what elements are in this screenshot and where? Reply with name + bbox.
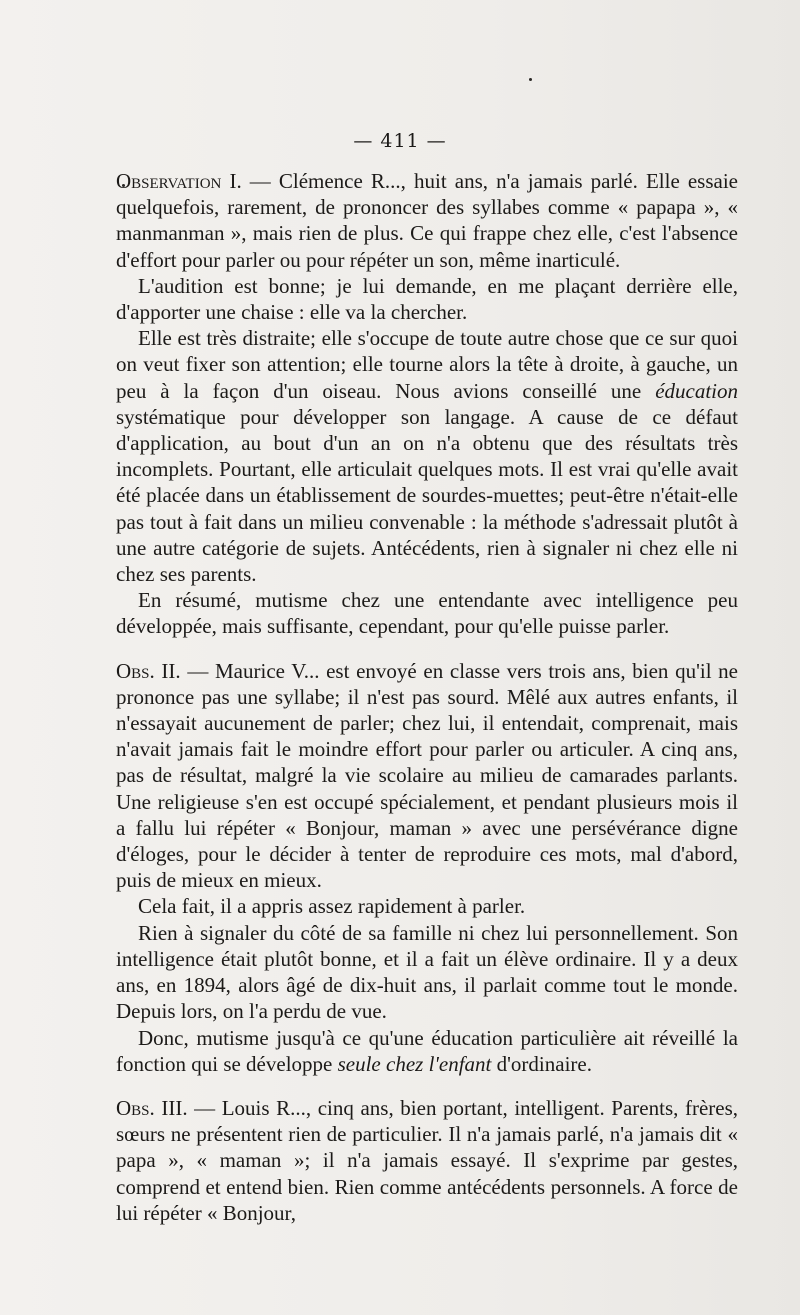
page-body bbox=[116, 168, 738, 1226]
obs2-paragraph-2: Cela fait, il a appris assez rapidement à parler. bbox=[138, 894, 526, 919]
obs1-paragraph-1: Observation I. — Clémence R..., huit ans, n'a jamais parlé. Elle essaie quelquefois, rarement, de prononcer des syllabes comme « papapa », « manmanman », mais rien de plus. Ce qui frappe chez elle, c'est l'absence d'effort pour parler ou pour répéter un son, même inarticulé. bbox=[116, 169, 738, 272]
obs2-paragraph-4: Donc, mutisme jusqu'à ce qu'une éducation particulière ait réveillé la fonction qui se développe seule chez l'enfant d'ordinaire. bbox=[116, 1025, 738, 1076]
obs2-paragraph-3: Rien à signaler du côté de sa famille ni chez lui personnellement. Son intelligence était plutôt bonne, et il a fait un élève ordinaire. Il y a deux ans, en 1894, alors âgé de dix-huit ans, il parlait comme tout le monde. Depuis lors, on l'a perdu de vue. bbox=[116, 920, 738, 1024]
page-number: — 411 — bbox=[353, 130, 447, 152]
emphasis-seule: seule chez l'enfant bbox=[337, 1051, 492, 1076]
obs1-paragraph-2: L'audition est bonne; je lui demande, en me plaçant derrière elle, d'apporter une chaise : elle va la chercher. bbox=[116, 273, 738, 325]
obs3-label: Obs. III. bbox=[116, 1095, 188, 1120]
emphasis-education: éducation bbox=[655, 378, 738, 403]
obs1-label: Observation I. bbox=[116, 169, 242, 193]
obs2-label: Obs. II. bbox=[116, 658, 181, 683]
obs2-paragraph-1: Obs. II. — Maurice V... est envoyé en classe vers trois ans, bien qu'il ne prononce pas une syllabe; il n'est pas sourd. Mêlé aux autres enfants, il n'essayait aucunement de parler; chez lui, il entendait, comprenait, mais n'avait jamais fait le moindre effort pour parler ou articuler. A cinq ans, pas de résultat, malgré la vie scolaire au milieu de camarades parlants. Une religieuse s'en est occupé spécialement, et pendant plusieurs mois il a fallu lui répéter « Bonjour, maman » avec une persévérance digne d'éloges, pour le décider à tenter de reproduire ces mots, mal d'abord, puis de mieux en mieux. bbox=[116, 658, 739, 893]
print-speck bbox=[529, 78, 532, 81]
obs1-paragraph-3: Elle est très distraite; elle s'occupe de toute autre chose que ce sur quoi on veut fixer son attention; elle tourne alors la tête à droite, à gauche, un peu à la façon d'un oiseau. Nous avions conseillé une éducation systématique pour développer son langage. A cause de ce défaut d'application, au bout d'un an on n'a obtenu que des résultats très incomplets. Pourtant, elle articulait quelques mots. Il est vrai qu'elle avait été placée dans un établissement de sourdes-muettes; peut-être n'était-elle pas tout à fait dans un milieu convenable : la méthode s'adressait plutôt à une autre catégorie de sujets. Antécédents, rien à signaler ni chez elle ni chez ses parents. bbox=[116, 326, 738, 587]
obs3-paragraph-1: Obs. III. — Louis R..., cinq ans, bien portant, intelligent. Parents, frères, sœurs ne présentent rien de particulier. Il n'a jamais parlé, n'a jamais dit « papa », « maman »; il n'a jamais essayé. Il s'exprime par gestes, comprend et entend bien. Rien comme antécédents personnels. A force de lui répéter « Bonjour, bbox=[116, 1095, 738, 1225]
obs1-paragraph-4: En résumé, mutisme chez une entendante avec intelligence peu développée, mais suffisante, cependant, pour qu'elle puisse parler. bbox=[116, 588, 738, 639]
